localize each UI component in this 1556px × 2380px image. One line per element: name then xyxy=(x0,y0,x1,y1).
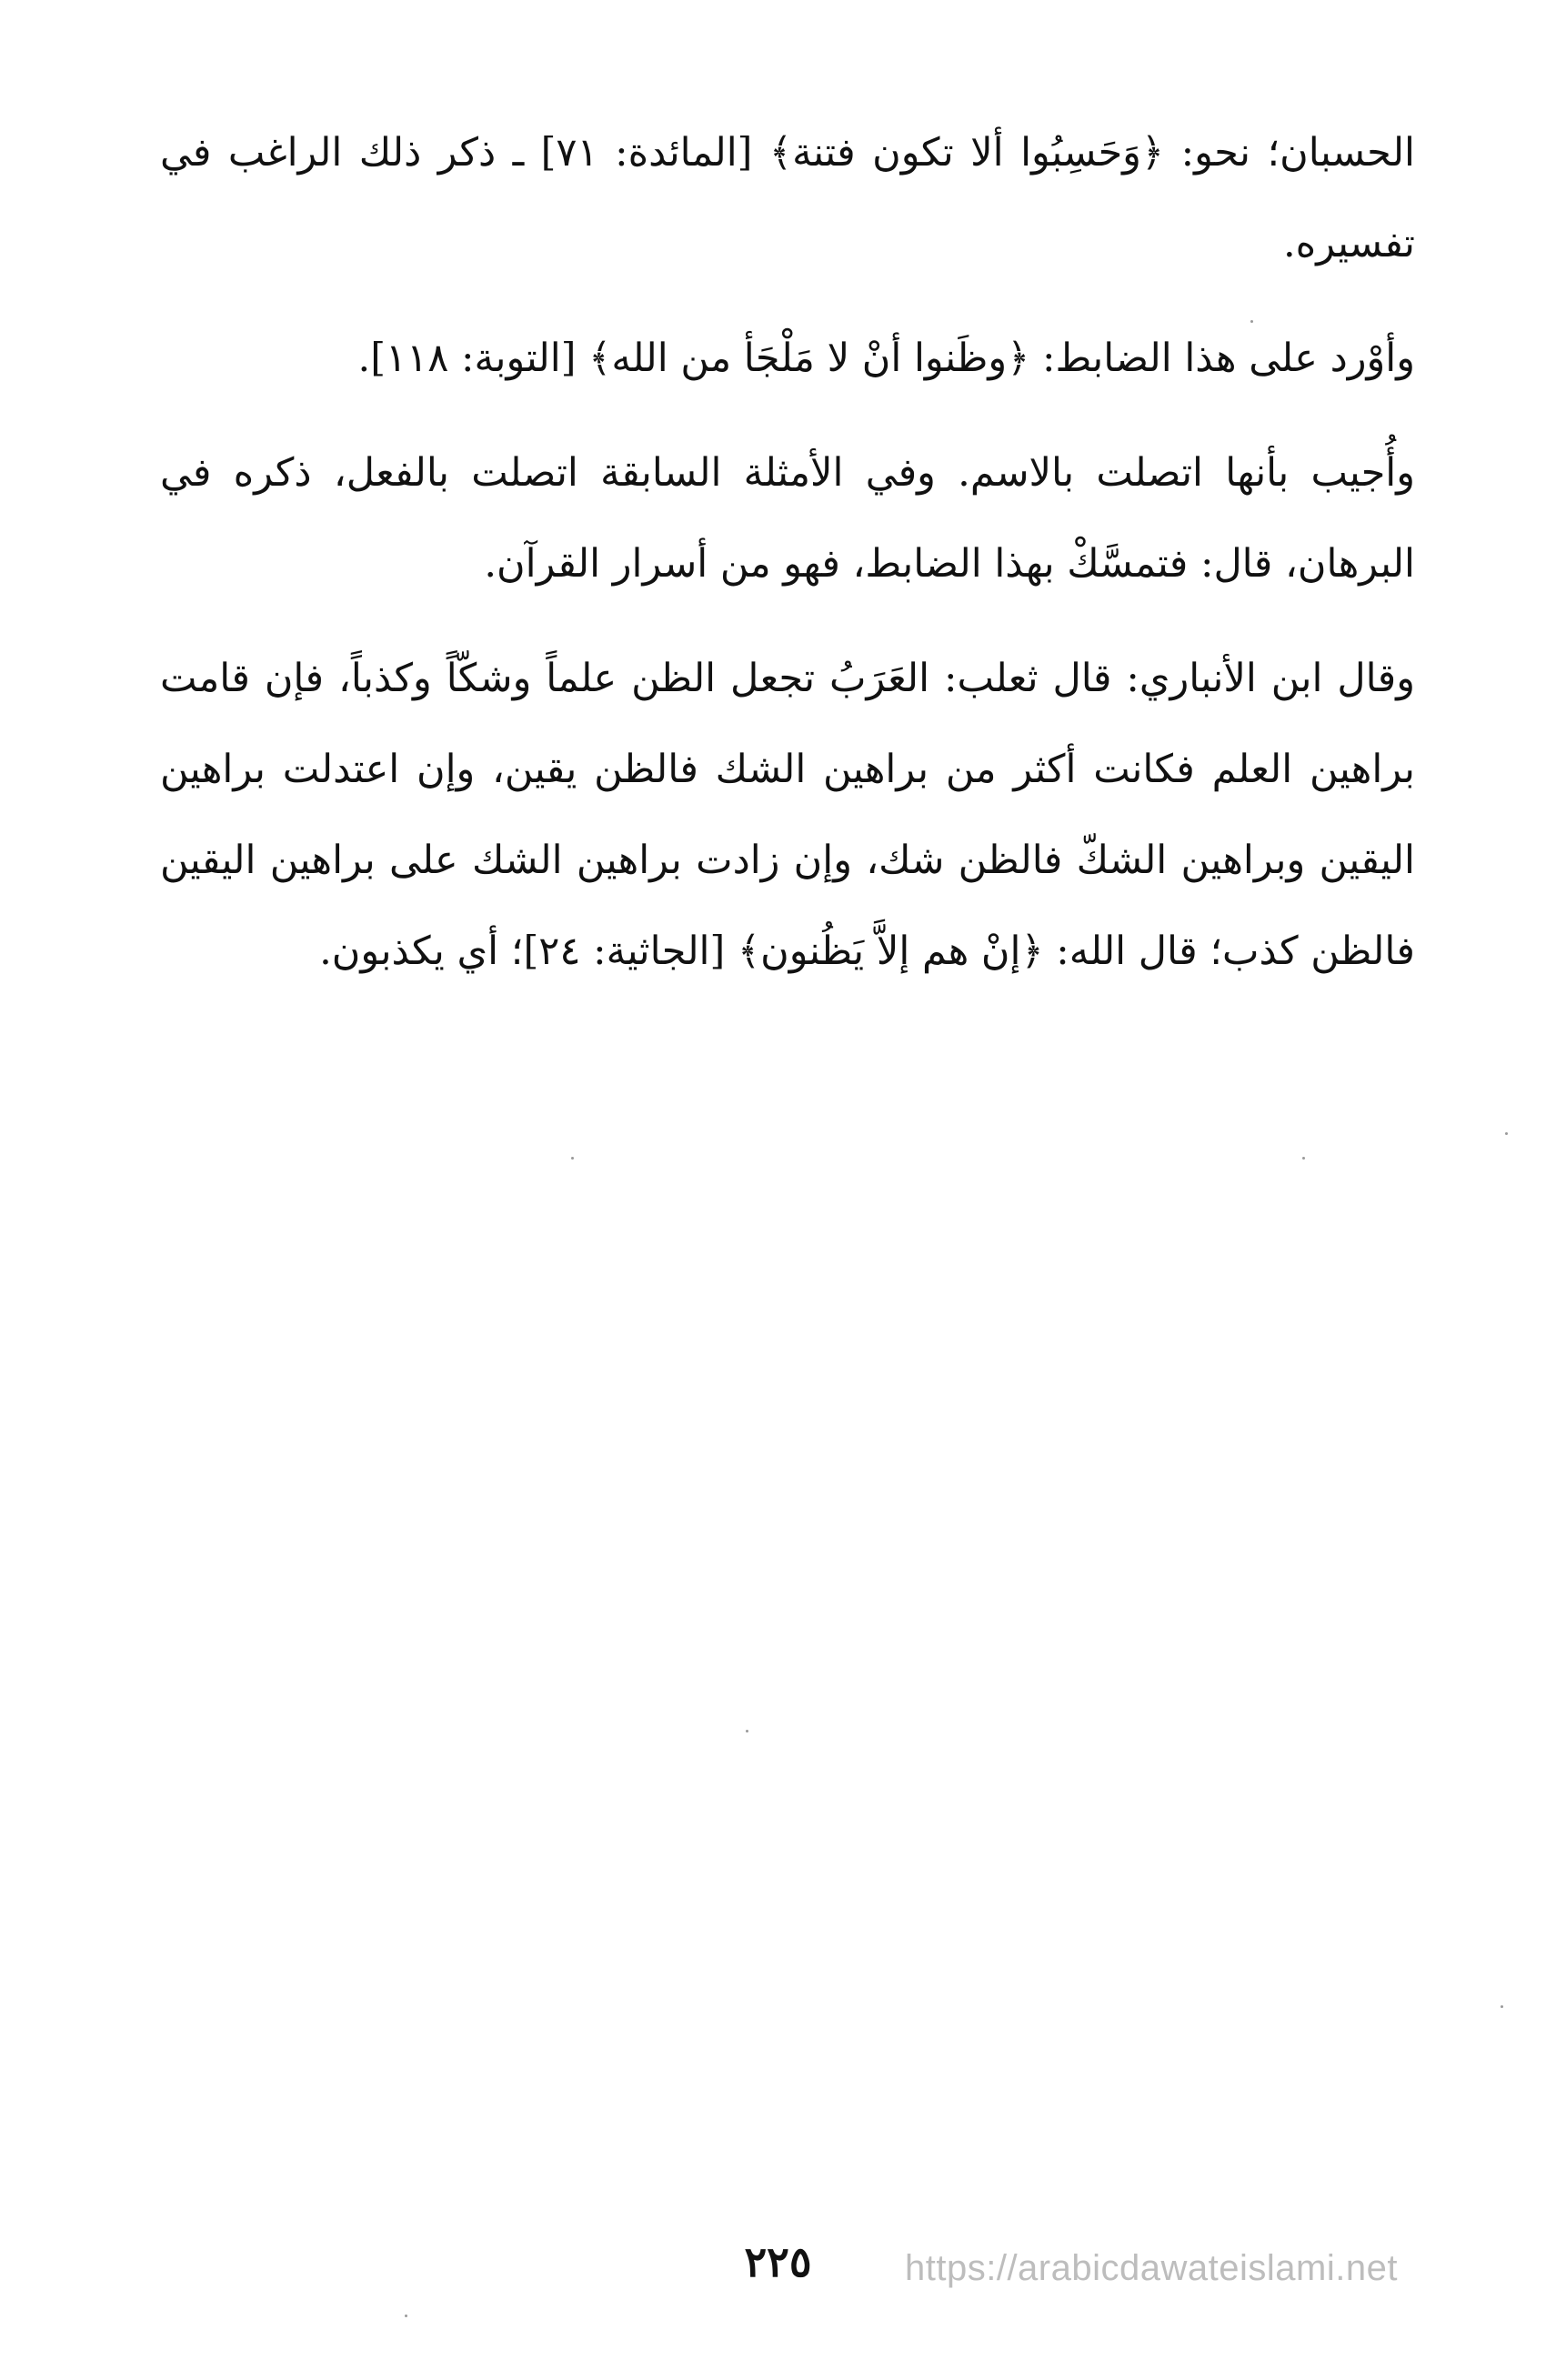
watermark-url: https://arabicdawateislami.net xyxy=(905,2248,1398,2288)
scan-speck xyxy=(571,1157,574,1160)
page-body-text xyxy=(160,107,1415,1020)
page-number: ٢٢٥ xyxy=(744,2237,812,2286)
scan-speck xyxy=(1501,2005,1503,2008)
scan-speck xyxy=(1505,1132,1508,1135)
scan-speck xyxy=(1250,320,1253,323)
paragraph-3: وأُجيب بأنها اتصلت بالاسم. وفي الأمثلة السابقة اتصلت بالفعل، ذكره في البرهان، قال: فتمسَّكْ بهذا الضابط، فهو من أسرار القرآن. xyxy=(160,450,1415,587)
paragraph-4: وقال ابن الأنباري: قال ثعلب: العَرَبُ تجعل الظن علماً وشكّاً وكذباً، فإن قامت براهين العلم فكانت أكثر من براهين الشك فالظن يقين، وإن اعتدلت براهين اليقين وبراهين الشكّ فالظن شك، وإن زادت براهين الشك على براهين اليقين فالظن كذب؛ قال الله: ﴿إنْ هم إلاَّ يَظُنون﴾ [الجاثية: ٢٤]؛ أي يكذبون. xyxy=(160,656,1415,974)
paragraph-1: الحسبان؛ نحو: ﴿وَحَسِبُوا ألا تكون فتنة﴾ [المائدة: ٧١] ـ ذكر ذلك الراغب في تفسيره. xyxy=(160,130,1415,266)
scan-speck xyxy=(405,2315,407,2317)
paragraph-2: وأوْرد على هذا الضابط: ﴿وظَنوا أنْ لا مَلْجَأ من الله﴾ [التوبة: ١١٨]. xyxy=(357,336,1415,381)
scan-speck xyxy=(746,1730,748,1732)
scan-speck xyxy=(1302,1157,1305,1160)
